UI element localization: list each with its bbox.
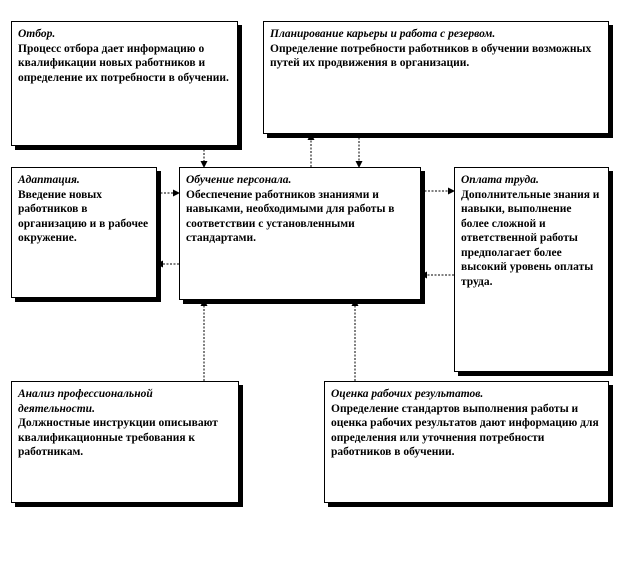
box-career-title: Планирование карьеры и работа с резервом.	[270, 28, 496, 40]
box-training-title: Обучение персонала.	[186, 174, 292, 186]
box-career	[263, 21, 609, 134]
box-payment-text: Дополнительные знания и навыки, выполнение более сложной и ответственной работы предполагает более высокий уровень оплаты труда.	[461, 188, 600, 288]
box-analysis-title: Анализ профессиональной деятельности.	[18, 388, 153, 415]
box-training	[179, 167, 421, 300]
box-payment	[454, 167, 609, 372]
box-evaluation-title: Оценка рабочих результатов.	[331, 388, 484, 400]
box-adaptation-text: Введение новых работников в организацию и в рабочее окружение.	[18, 188, 149, 244]
box-evaluation-text: Определение стандартов выполнения работы и оценка рабочих результатов дают информацию для определения или уточнения потребности работников в обучении.	[331, 402, 599, 458]
box-selection-text: Процесс отбора дает информацию о квалификации новых работников и определение их потребности в обучении.	[18, 42, 229, 84]
box-analysis-text: Должностные инструкции описывают квалификационные требования к работникам.	[18, 417, 218, 458]
box-evaluation	[324, 381, 609, 503]
box-payment-title: Оплата труда.	[461, 174, 539, 186]
box-adaptation-title: Адаптация.	[18, 174, 80, 186]
box-training-text: Обеспечение работников знаниями и навыками, необходимыми для работы в соответствии с установленными стандартами.	[186, 188, 395, 244]
box-selection-title: Отбор.	[18, 28, 56, 40]
box-selection	[11, 21, 238, 146]
box-adaptation	[11, 167, 157, 298]
box-career-text: Определение потребности работников в обучении возможных путей их продвижения в организации.	[270, 42, 592, 69]
box-analysis	[11, 381, 239, 503]
